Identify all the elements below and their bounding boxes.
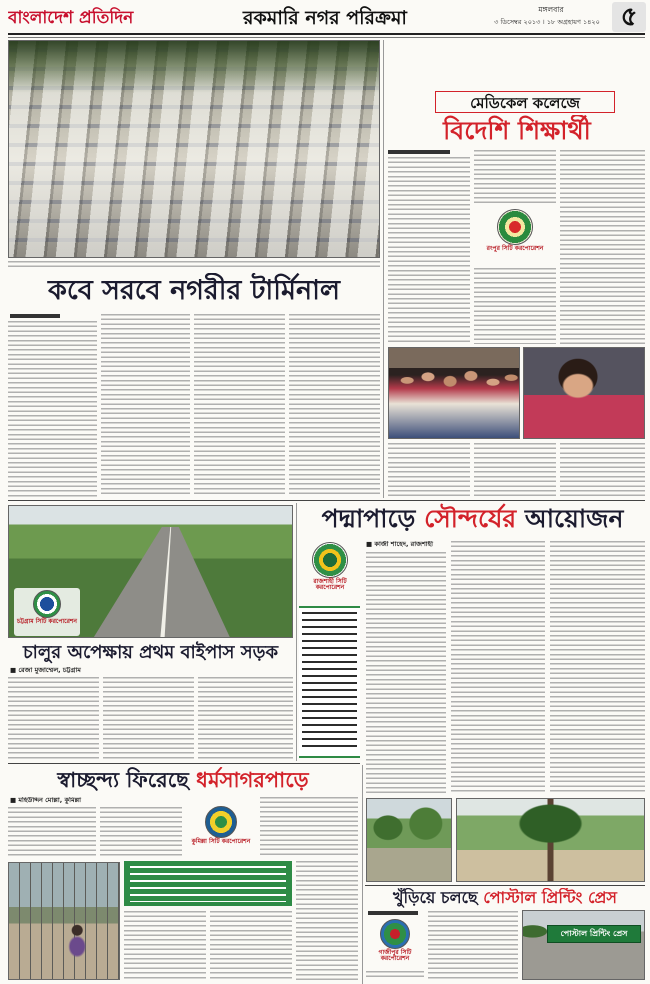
article-text-column xyxy=(100,807,182,858)
dharmasagar-lake-photo xyxy=(8,862,120,980)
pull-quote-box xyxy=(299,606,360,758)
article-text-column xyxy=(451,541,545,794)
rajshahi-city-corporation-logo xyxy=(300,540,360,602)
article-text-column xyxy=(124,911,206,980)
headline-highlight: পোস্টাল প্রিন্টিং প্রেস xyxy=(483,888,617,907)
medical-headline: বিদেশি শিক্ষার্থী xyxy=(443,116,591,145)
cumilla-city-corporation-logo xyxy=(186,804,256,858)
article-text-column xyxy=(194,314,285,497)
byline: ■ রেজা মুজাম্মেল, চট্টগ্রাম xyxy=(10,667,81,674)
terminal-headline: কবে সরবে নগরীর টার্মিনাল xyxy=(47,275,341,306)
article-text-column xyxy=(260,797,358,858)
logo-label: রাজশাহী সিটি করপোরেশন xyxy=(313,578,347,592)
byline: ■ মহিউদ্দিন মোল্লা, কুমিল্লা xyxy=(10,797,82,804)
photo-caption xyxy=(8,261,380,269)
bus-terminal-photo xyxy=(8,40,380,258)
padma-headline xyxy=(300,503,645,535)
dharmasagar-headline xyxy=(8,767,358,793)
logo-label: চট্টগ্রাম সিটি করপোরেশন xyxy=(17,618,77,625)
masthead-rule xyxy=(8,33,645,35)
postal-press-building-photo xyxy=(522,910,645,980)
city-corporation-emblem-icon xyxy=(497,209,533,245)
padma-riverbank-photo xyxy=(366,798,452,882)
callout-text xyxy=(130,866,286,902)
column-divider xyxy=(362,765,363,984)
byline xyxy=(10,314,60,318)
column-divider xyxy=(296,503,297,761)
article-text-column xyxy=(560,443,645,498)
pull-quote-text xyxy=(302,612,357,752)
bypass-headline: চালুর অপেক্ষায় প্রথম বাইপাস সড়ক xyxy=(22,642,279,663)
article-text-column xyxy=(366,971,424,980)
section-divider xyxy=(8,763,360,764)
article-text-column xyxy=(428,911,518,980)
article-text-column xyxy=(550,541,645,794)
masthead-rule-thin xyxy=(8,37,645,38)
students-group-photo xyxy=(388,347,520,439)
byline xyxy=(368,911,418,915)
headline-highlight: ধর্মসাগরপাড়ে xyxy=(196,768,309,792)
section-divider xyxy=(8,500,645,501)
issue-date: ৩ ডিসেম্বর ২০১৩ । ১৮ অগ্রহায়ণ ১৪২০ xyxy=(494,18,600,26)
headline-part: আয়োজন xyxy=(524,504,624,533)
headline-part: পদ্মাপাড়ে xyxy=(321,504,416,533)
headline-highlight: সৌন্দর্যের xyxy=(424,504,517,533)
weekday: মঙ্গলবার xyxy=(538,5,564,14)
gazipur-city-corporation-logo xyxy=(366,917,424,969)
postal-press-sign: পোস্টাল প্রিন্টিং প্রেস xyxy=(547,925,641,943)
byline xyxy=(388,150,450,154)
medical-kicker: মেডিকেল কলেজে xyxy=(435,91,615,113)
article-text-column xyxy=(198,677,293,759)
article-text-column xyxy=(8,321,97,497)
city-corporation-emblem-icon xyxy=(205,806,237,838)
article-text-column xyxy=(388,157,470,344)
column-divider xyxy=(383,40,384,498)
article-text-column xyxy=(560,150,645,344)
postal-headline xyxy=(365,888,645,908)
padma-walkway-photo xyxy=(456,798,645,882)
headline-part: স্বাচ্ছন্দ্য ফিরেছে xyxy=(57,768,189,792)
article-text-column xyxy=(474,150,556,205)
article-text-column xyxy=(8,807,96,858)
article-text-column xyxy=(210,911,292,980)
article-text-column xyxy=(388,443,470,498)
logo-label: কুমিল্লা সিটি করপোরেশন xyxy=(191,838,251,845)
article-text-column xyxy=(296,861,358,980)
logo-label: রংপুর সিটি করপোরেশন xyxy=(486,245,544,252)
page-number: ৫ xyxy=(612,2,646,32)
byline: ■ কাজী শাহেদ, রাজশাহী xyxy=(366,541,433,548)
section-divider xyxy=(365,885,645,886)
logo-label: গাজীপুর সিটি করপোরেশন xyxy=(378,949,412,963)
city-corporation-emblem-icon xyxy=(312,542,348,578)
chattogram-city-corporation-logo xyxy=(14,588,80,636)
section-title: রকমারি নগর পরিক্রমা xyxy=(243,7,407,29)
headline-part: খুঁড়িয়ে চলছে xyxy=(393,888,478,907)
article-text-column xyxy=(101,314,190,497)
rangpur-city-corporation-logo xyxy=(474,207,556,265)
article-text-column xyxy=(103,677,194,759)
article-text-column xyxy=(474,443,556,498)
article-text-column xyxy=(474,268,556,344)
article-text-column xyxy=(366,552,446,794)
student-portrait-photo xyxy=(523,347,645,439)
callout-box xyxy=(124,861,292,906)
city-corporation-emblem-icon xyxy=(33,590,61,618)
masthead-logo: বাংলাদেশ প্রতিদিন xyxy=(8,8,134,28)
article-text-column xyxy=(289,314,380,497)
article-text-column xyxy=(8,677,99,759)
city-corporation-emblem-icon xyxy=(380,919,410,949)
